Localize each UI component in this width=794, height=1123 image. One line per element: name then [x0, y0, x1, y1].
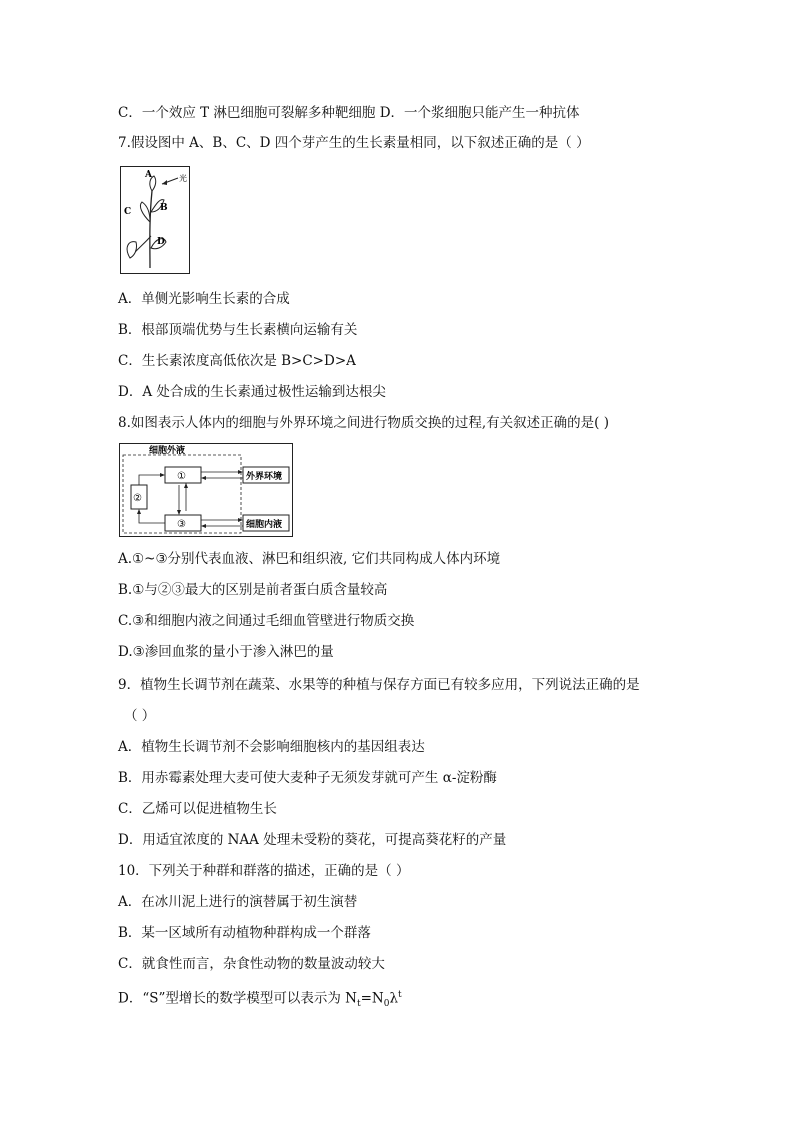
question-10-stem: 10．下列关于种群和群落的描述，正确的是（ ）	[118, 863, 410, 879]
option-line-6cd: C．一个效应 T 淋巴细胞可裂解多种靶细胞 D．一个浆细胞只能产生一种抗体	[118, 105, 580, 121]
q8-option-c: C.③和细胞内液之间通过毛细血管壁进行物质交换	[118, 613, 415, 629]
question-8-stem: 8.如图表示人体内的细胞与外界环境之间进行物质交换的过程,有关叙述正确的是( )	[118, 415, 609, 431]
question-7-stem: 7.假设图中 A、B、C、D 四个芽产生的生长素量相同，以下叙述正确的是（ ）	[118, 135, 590, 151]
q9-option-b: B．用赤霉素处理大麦可使大麦种子无须发芽就可产生 α-淀粉酶	[118, 770, 497, 786]
light-label: 光	[179, 174, 187, 183]
bud-label-b: B	[160, 203, 168, 213]
q7-option-c: C．生长素浓度高低依次是 B>C>D>A	[118, 353, 356, 369]
q8-option-b: B.①与②③最大的区别是前者蛋白质含量较高	[118, 582, 388, 598]
q10d-text: D．“S”型增长的数学模型可以表示为 N	[118, 990, 357, 1007]
q7-option-b: B．根部顶端优势与生长素横向运输有关	[118, 322, 358, 338]
q10d-lambda: λ	[389, 990, 399, 1007]
node-external: 外界环境	[246, 472, 283, 482]
q9-option-d: D．用适宜浓度的 NAA 处理未受粉的葵花，可提高葵花籽的产量	[118, 832, 507, 848]
q10d-eq: =N	[360, 990, 384, 1007]
node-two: ②	[133, 493, 142, 504]
q10-option-b: B．某一区域所有动植物种群构成一个群落	[118, 925, 371, 941]
q9-option-c: C．乙烯可以促进植物生长	[118, 801, 277, 817]
figure-8-fluid-diagram	[119, 443, 293, 537]
bud-label-d: D	[157, 237, 165, 247]
q8-option-a: A.①~③分别代表血液、淋巴和组织液, 它们共同构成人体内环境	[118, 551, 501, 567]
q10d-sub-t: t	[356, 999, 361, 1010]
bud-label-c: C	[124, 207, 132, 217]
bud-label-a: A	[145, 170, 152, 180]
q10-option-c: C．就食性而言，杂食性动物的数量波动较大	[118, 956, 385, 972]
q7-option-a: A．单侧光影响生长素的合成	[118, 291, 290, 307]
label-extracellular: 细胞外液	[149, 446, 186, 456]
node-one: ①	[177, 471, 186, 482]
q10d-sub-0: 0	[383, 999, 390, 1010]
q10-option-a: A．在冰川泥上进行的演替属于初生演替	[118, 894, 358, 910]
question-9-paren: （ ）	[124, 708, 156, 724]
q8-option-d: D.③渗回血浆的量小于渗入淋巴的量	[118, 644, 334, 660]
q10d-sup-t: t	[398, 990, 402, 1000]
q7-option-d: D．A 处合成的生长素通过极性运输到达根尖	[118, 384, 386, 400]
figure-7-plant	[120, 166, 190, 274]
q10-option-d	[118, 985, 402, 1014]
node-three: ③	[177, 519, 186, 530]
question-9-stem: 9．植物生长调节剂在蔬菜、水果等的种植与保存方面已有较多应用，下列说法正确的是	[118, 677, 640, 693]
node-intracellular: 细胞内液	[246, 520, 283, 530]
q9-option-a: A．植物生长调节剂不会影响细胞核内的基因组表达	[118, 739, 425, 755]
